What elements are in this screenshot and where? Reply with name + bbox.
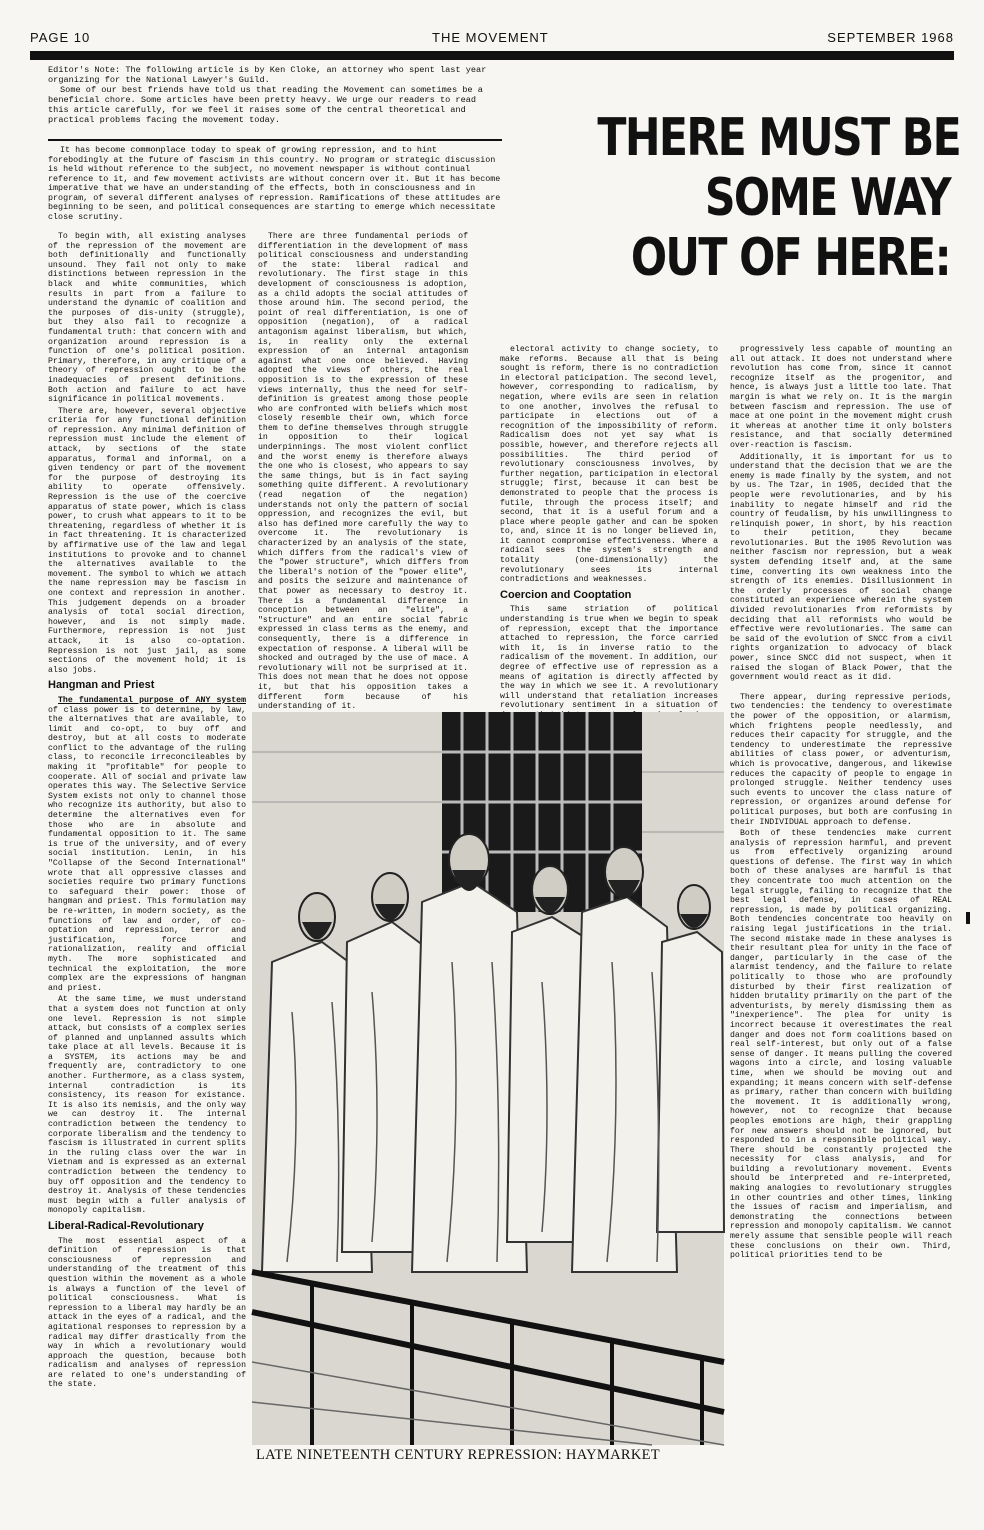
col1-p4: At the same time, we must understand that a system does not function at only one level. Repression is not simple attack, but consists of a complex series of planned and unplanned assults which take place at all levels. Because it is a SYSTEM, its actions may be and frequently are, contradictory to one another. Furthermore, as a class system, internal contradiction is its consistency, its reason for existance. It is also its nemisis, and the only way we can destroy it. The internal contradiction between the tendency to corporate liberalism and the tendency to fascism is illustrated in current splits in the ruling class over the war in Vietnam and is expressed as an external contradiction between the tendency to buy off opposition and the tendency to destroy it. Analysis of these tendencies must begin with a fuller analysis of monopoly capitalism. <box>48 995 246 1216</box>
illustration-caption: LATE NINETEENTH CENTURY REPRESSION: HAYMARKET <box>256 1447 660 1463</box>
margin-mark <box>966 912 970 924</box>
intro-paragraph: It has become commonplace today to speak of growing repression, and to hint forebodingly at the future of fascism in this country. No program or strategic discussion is held without reference to the subject, no movement newspaper is without continual reference to it, and few movement activists are without concern over it. But it has become imperative that we have an understanding of the effects, both in consciousness and in program, of several different analyses of repression. Ramifications of these attitudes are beginning to be seen, and political consequences are starting to emerge which necessitate close scrutiny. <box>48 145 501 222</box>
col1-p3 <box>48 696 246 993</box>
headline <box>597 108 961 288</box>
col3-p2: This same striation of political understanding is true when we begin to speak of repression, except that the importance attached to repression, the force carried with it, is in inverse ratio to the radicalism of the movement. In addition, our degree of effective use of repression as a means of agitation is directly affected by the way in which we see it. A revolutionary will understand that retaliation increases revolutionary sentiment in a situation of <box>500 605 718 711</box>
col1-p3-body: of class power is to determine, by law, the alternatives that are available, to limit and co-opt, to buy off and destroy, but at all costs to moderate conflict to the advantage of the ruling class, to reconcile irreconcileables by making it "profitable" for people to cooperate. All of social and private law operates this way. The Selective Service System exists not only to channel those who recognize its authority, but also to determine the alternatives even for those who are in absolute and fundamental opposition to it. The same is true of the university, and of every social institution. Lenin, in his "Collapse of the Second International" wrote that all oppressive classes and societies require two primary functions to safeguard their power: those of hangman and priest. This formulation may be re-written, in modern society, as the functions of law and order, of co-optation and repression, terror and justification, force and rationalization, reality and official myth. The more sophisticated and technical the exploitation, the more complex are the expressions of hangman and priest. <box>48 705 246 993</box>
col4-p1: progressively less capable of mounting an all out attack. It does not understand where revolution has come from, since it cannot recognize itself as the progenitor, and hence, is always just a little too late. That margin is what we rely on. It is the margin between fascism and repression. The use of mace at one point in the movement might crush it whereas at another time it only bolsters resistance, and that socially determined over-reaction is fascism. <box>730 345 952 450</box>
col4-p2: Additionally, it is important for us to understand that the decision that we are the enemy is made finally by the system, and not by us. The Tzar, in 1905, decided that the people were revolutionaries, and by his inability to negate himself and rid the country of feudalism, by his unwillingness to relinquish power, in short, by his reaction to their petition, they became revolutionaries. But the 1905 Revolution was neither fascism nor repression, but a weak system defending itself and, at the same time, converting its own weakness into the strength of its enemies. Disillusionment in the orderly processes of social change constituted an experience wherein the system divided revolutionaries from reformists by deciding that all reformists who would be effective were revolutionaries. The same can be said of the evolution of SNCC from a civil rights organization to advocacy of black power, since SNCC did not suspect, when it raised the slogan of Black Power, that the government would react as it did. <box>730 452 952 683</box>
col4-p4: Both of these tendencies make current analysis of repression harmful, and prevent us from effectively organizing around questions of defense. The first way in which both of these analyses are harmful is that they concentrate too much attention on the legal struggle, failing to recognize that the best legal defense, in cases of REAL repression, is made by political organizing. Both tendencies concentrate too heavily on raising legal justifications in the trial. The second mistake made in these analyses is their resultant plea for unity in the face of danger, particularly in the case of the alarmist tendency, and the failure to relate politically to those who are profoundly disturbed by their first realization of hidden brutality primarily on the part of the adventurists, by merely dismissing them as "inexperience". The plea for unity is incorrect because it overestimates the real danger and does not form coalitions based on real self-interest, but only out of a false sense of danger. It means pulling the covered wagons into a circle, and losing valuable time, when we should be moving out and expanding; it means concern with self-defense as primary, rather than concern with building the movement. It is additionally wrong, however, not to recognize that because peoples emotions are high, their grappling for new answers should not be ignored, but responded to in a responsible political way. There should be constantly projected the necessity for class analysis, and for building a revolutionary movement. Events should be interpreted and re-interpreted, making analogies to revolutionary struggles in other countries and other times, linking the issues of racism and imperialism, and demonstrating the connections between repression and monopoly capitalism. We cannot merely assume that sensible people will reach these conclusions on their own. Third, political priorities tend to be <box>730 829 952 1261</box>
column-3 <box>500 345 718 711</box>
editors-note <box>48 66 494 126</box>
col1-p5: The most essential aspect of a definition of repression is that consciousness of repression and understanding of the treatment of this question within the movement as a whole is always a function of the level of political consciousness. What is repression to a liberal may hardly be an attack in the eyes of a radical, and the agitational responses to repression by a radical may differ drastically from the way in which a revolutionary would approach the question, because both radicalism and analyses of repression are related to one's understanding of the state. <box>48 1236 246 1390</box>
editors-note-rule <box>48 139 502 141</box>
issue-date: SEPTEMBER 1968 <box>827 30 954 45</box>
col1-p2: There are, however, several objective criteria for any functional definition of repression. Any minimal definition of repression must include the element of attack, by sections of the state apparatus, formal and informal, on a given tendency or part of the movement for the purpose of destroying its ability to operate offensively. Repression is the use of the coercive apparatus of state power, which is class power, to crush what appears to it to be threatening, regardless of whether it is in fact threatening. It is characterized by affirmative use of the law and legal institutions to provoke and to channel the alternatives available to the movement. The symbol to which we attach the name repression may be fascism in one context and repression in another. This judgement depends on a broader analysis of total social direction, however, and is not simply made. Furthermore, repression is not just attack, it is also co-optation. Repression is not just jail, as some sections of the movement hold; it is also jobs. <box>48 406 246 675</box>
column-4 <box>730 345 952 1515</box>
col1-p3-lead: The fundamental purpose of ANY system <box>58 695 246 705</box>
col1-p1: To begin with, all existing analyses of the repression of the movement are both definitionally and functionally unsound. They fail not only to make distinctions between repression in the black and white communities, which results in part from a failure to understand the dynamic of coalition and the purposes of dis-unity (struggle), but they also fail to recognize a fundamental truth: that concern with and organization around repression is a function of one's political position. Primary, therefore, in any critique of a theory of repression ought to be the inadequacies of present definitions. Both action and failure to act have significance in political movements. <box>48 232 246 405</box>
newspaper-title: THE MOVEMENT <box>432 30 549 45</box>
header-rule-right <box>486 51 954 60</box>
col2-p1: There are three fundamental periods of differentiation in the development of mass political consciousness and understanding of the state: liberal radical and revolutionary. The first stage in this development of consciousness is adoption, as a child adopts the social attitudes of those around him. The second period, the point of real differentiation, is one of opposition (negation), of a radical antagonism against liberalism, but which, is, in reality only the external expression of an internal antagonism against what one once believed. Having adopted the views of others, the real opposition is to the expression of these views internally, thus the need for self-definition is greatest among those people who are confronted with beliefs which most closely resemble their own, which force them to define themselves through struggle in opposition to their logical underpinnings. The most violent conflict and the worst enemy is therefore always the one who is closest, who appears to say the same things, but is in fact saying something quite different. A revolutionary (read negation of the negation) understands not only the pattern of social oppression, and recognizes the evil, but also has defined more carefully the way to overcome it. The revolutionary is characterized by an analysis of the state, which differs from the radical's view of the "power structure", which differs from the liberal's notion of the "power elite", and posits the seizure and maintenance of that power as necessary to destroy it. There is a fundamental difference in conception between an "elite", a "structure" and an entire social fabric expressed in class terms as the enemy, and consequently, there is a difference in expectation of response. A liberal will be shocked and outraged by the use of mace. A revolutionary will not be surprised at it. This does not mean that he does not oppose it, but that his opposition takes a different form because of his understanding of it. <box>258 232 468 712</box>
column-1 <box>48 232 246 1502</box>
editors-note-p2: Some of our best friends have told us that reading the Movement can sometimes be a beneficial chore. Some articles have been pretty heavy. We urge our readers to read this article carefully, for we feel it raises some of the central theoretical and practical problems facing the movement today. <box>48 85 483 125</box>
headline-line-2: SOME WAY <box>704 168 950 228</box>
header-rule-left <box>30 51 486 60</box>
subhead-liberal-radical-revolutionary: Liberal-Radical-Revolutionary <box>48 1219 204 1232</box>
editors-note-p1: Editor's Note: The following article is by Ken Cloke, an attorney who spent last year organizing for the National Lawyer's Guild. <box>48 65 487 85</box>
haymarket-illustration-drawing <box>252 712 724 1445</box>
col3-p1: electoral activity to change society, to make reforms. Because all that is being sought is reform, there is no contradiction in electoral paticipation. The second level, however, corresponding to radicalism, by negation, where evils are seen in relation to one another, involves the refusal to participate in elections out of a recognition of the impossibility of reform. Radicalism does not yet say what is possible, however, and therefore rejects all possibilities. The third period of revolutionary consciousness involves, by further negation, participation in electoral struggle; first, because it can best be demonstrated to people that the process is futile, through the process itself; and second, that it is a useful forum and a place where people gather and can be spoken to, and, since it is no longer believed in, it cannot compromise effectiveness. Where a radical sees the system's strength and totality (one-dimensionally) the revolutionary sees its internal contradictions and weaknesses. <box>500 345 718 585</box>
subhead-coercion-and-cooptation: Coercion and Cooptation <box>500 588 632 601</box>
page-header <box>30 30 954 48</box>
headline-line-1: THERE MUST BE <box>597 108 961 168</box>
haymarket-illustration <box>252 712 724 1445</box>
col4-p3: There appear, during repressive periods, two tendencies: the tendency to overestimate the power of the opposition, or alarmism, which frightens people needlessly, and reduces their capacity for struggle, and the tendency to underestimate the repressive abilities of class power, or adventurism, which is provocative, dangerous, and likewise reduces the capacity of people to engage in prolonged struggle. Neither tendency uses such events to uncover the class nature of repression, or organizes around defense for political purposes, but both are confusing in their INDIVIDUAL approach to defense. <box>730 692 952 827</box>
headline-line-3: OUT OF HERE: <box>630 228 950 288</box>
page-number: PAGE 10 <box>30 30 91 45</box>
subhead-hangman-and-priest: Hangman and Priest <box>48 679 155 692</box>
